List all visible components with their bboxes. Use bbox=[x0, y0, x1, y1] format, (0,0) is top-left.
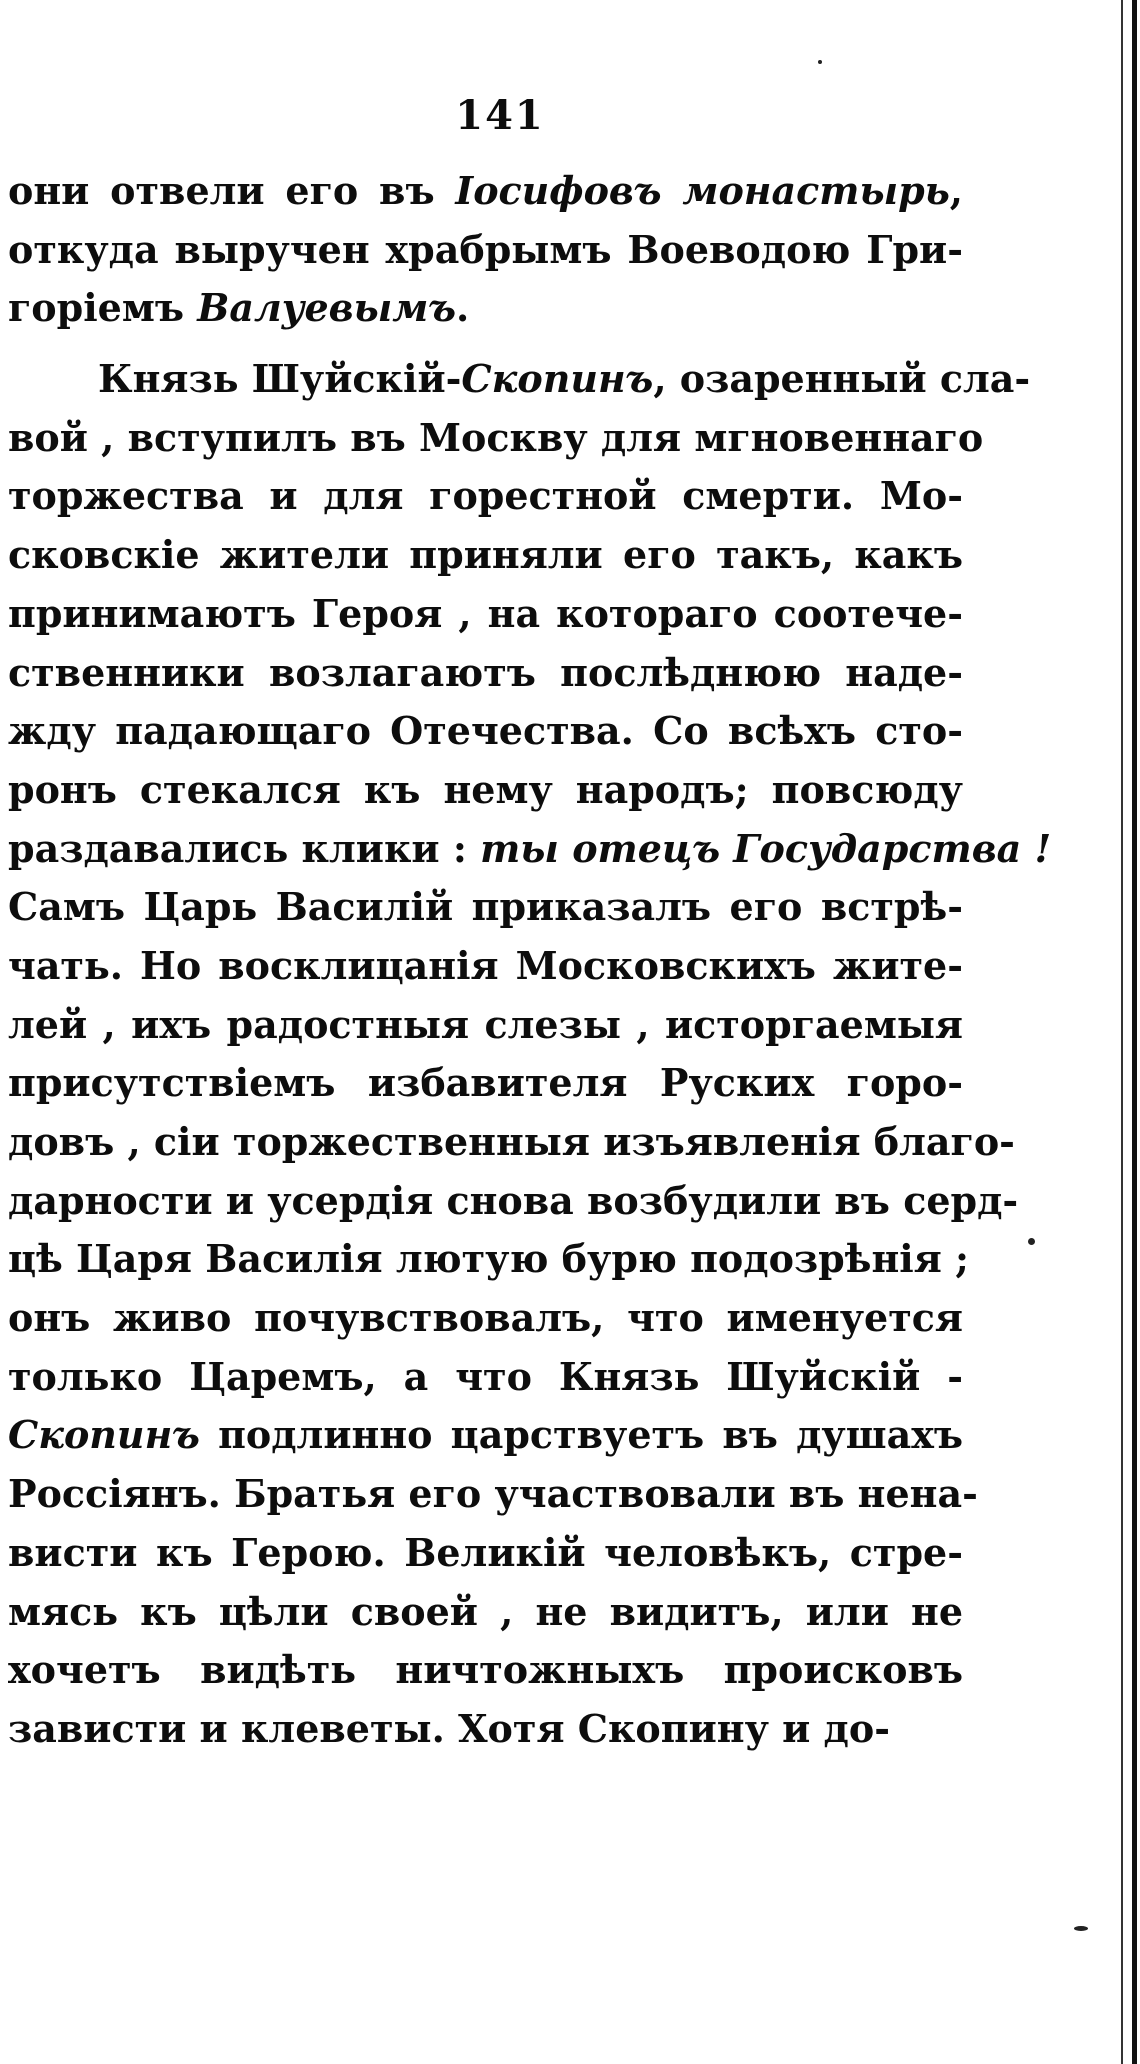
text-line bbox=[8, 585, 963, 644]
italic-text: Валуевымъ bbox=[197, 285, 457, 331]
text-segment: хочетъ видѣть ничтожныхъ происковъ bbox=[8, 1647, 963, 1693]
text-segment: торжества и для горестной смерти. Мо- bbox=[8, 473, 963, 519]
text-segment: горіемъ bbox=[8, 285, 198, 331]
text-line bbox=[8, 1583, 963, 1642]
page-edge-shadow bbox=[1121, 0, 1123, 2064]
text-segment: ронъ стекался къ нему народъ; повсюду bbox=[8, 766, 963, 812]
italic-text: Скопинъ bbox=[8, 1412, 200, 1458]
italic-text: Іосифовъ монастырь bbox=[455, 168, 950, 213]
text-line bbox=[8, 526, 963, 585]
text-line bbox=[8, 1054, 963, 1113]
text-line bbox=[8, 467, 963, 526]
text-segment: зависти и клеветы. Хотя Скопину и до- bbox=[8, 1705, 890, 1751]
text-segment: . bbox=[456, 285, 470, 331]
text-line bbox=[8, 1465, 978, 1524]
page-edge-border bbox=[1132, 0, 1137, 2064]
text-line bbox=[8, 1289, 963, 1348]
text-segment: присутствіемъ избавителя Руских горо- bbox=[8, 1060, 963, 1106]
text-line bbox=[8, 350, 1031, 409]
text-segment: цѣ Царя Василія лютую бурю подозрѣнія ; bbox=[8, 1236, 970, 1282]
text-segment: вой , вступилъ въ Москву для мгновеннаго bbox=[8, 414, 984, 460]
text-segment: онъ живо почувствовалъ, что именуется bbox=[8, 1295, 963, 1341]
text-segment: ственники возлагаютъ послѣднюю наде- bbox=[8, 649, 963, 695]
text-line bbox=[8, 644, 963, 703]
text-segment: подлинно царствуетъ въ душахъ bbox=[199, 1412, 963, 1458]
text-line bbox=[8, 1524, 963, 1583]
text-segment: жду падающаго Отечества. Со всѣхъ сто- bbox=[8, 708, 963, 754]
text-segment: дарности и усердія снова возбудили въ серд- bbox=[8, 1177, 1019, 1223]
text-segment: раздавались клики : bbox=[8, 825, 481, 871]
text-line bbox=[8, 1700, 963, 1759]
text-line bbox=[8, 878, 963, 937]
page-number: 141 bbox=[455, 92, 545, 139]
text-segment: Князь Шуйскій- bbox=[98, 356, 462, 402]
italic-text: ты отецъ Государства ! bbox=[480, 825, 1052, 871]
text-line bbox=[8, 162, 963, 221]
text-segment: они отвели его въ bbox=[8, 168, 456, 213]
text-line bbox=[8, 409, 984, 468]
text-line bbox=[8, 1641, 963, 1700]
text-segment: сковскіе жители приняли его такъ, какъ bbox=[8, 532, 963, 578]
text-line bbox=[8, 1348, 963, 1407]
text-segment: довъ , сіи торжественныя изъявленія благо- bbox=[8, 1119, 1015, 1164]
text-line bbox=[8, 1172, 1019, 1231]
text-line bbox=[8, 937, 963, 996]
text-line bbox=[8, 1230, 970, 1289]
scan-speck bbox=[1028, 1238, 1035, 1245]
text-segment: Россіянъ. Братья его участвовали въ нена- bbox=[8, 1471, 978, 1517]
text-line bbox=[8, 820, 1052, 879]
text-segment: , bbox=[949, 168, 964, 213]
text-line bbox=[8, 996, 963, 1055]
text-line bbox=[8, 1113, 1015, 1172]
text-segment: откуда выручен храбрымъ Воеводою Гри- bbox=[8, 226, 963, 272]
text-segment: принимаютъ Героя , на котораго соотече- bbox=[8, 590, 963, 636]
text-line bbox=[8, 1406, 963, 1465]
text-line bbox=[8, 279, 963, 338]
scan-speck bbox=[818, 60, 822, 64]
text-line bbox=[8, 761, 963, 820]
italic-text: Скопинъ bbox=[461, 356, 654, 402]
text-line bbox=[8, 221, 963, 280]
text-line bbox=[8, 702, 963, 761]
text-segment: мясь къ цѣли своей , не видитъ, или не bbox=[8, 1588, 963, 1634]
body-text bbox=[8, 162, 1052, 1759]
text-segment: Самъ Царь Василій приказалъ его встрѣ- bbox=[8, 884, 963, 930]
text-segment: только Царемъ, а что Князь Шуйскій - bbox=[8, 1353, 963, 1399]
text-segment: лей , ихъ радостныя слезы , исторгаемыя bbox=[8, 1001, 963, 1047]
text-segment: чать. Но восклицанія Московскихъ жите- bbox=[8, 942, 963, 988]
text-segment: , озаренный сла- bbox=[653, 356, 1031, 402]
text-segment: висти къ Герою. Великій человѣкъ, стре- bbox=[8, 1529, 963, 1575]
scan-speck bbox=[1074, 1926, 1088, 1931]
